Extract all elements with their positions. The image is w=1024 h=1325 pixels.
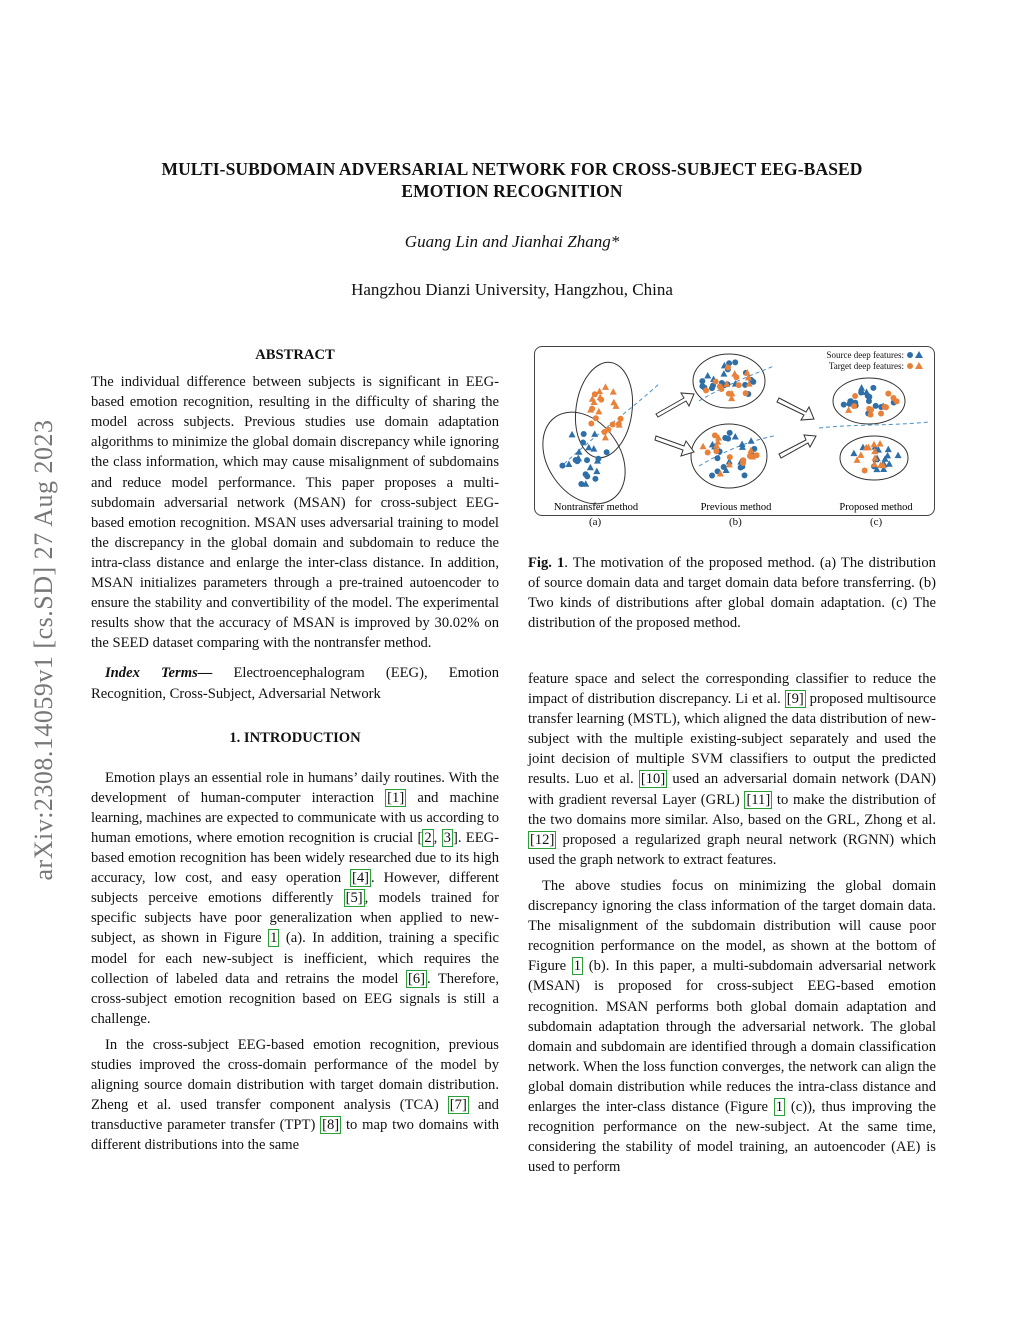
feature-triangle <box>610 399 617 406</box>
abstract-text: The individual difference between subjects is significant in EEG-based emotion recognition, resulting in the difficulty of sharing the model across subjects. Previous studies use domain adaptation algorithms to minimize the global domain discrepancy while ignoring the class information, which may cause misalignment of subdomains and reduce model performance. This paper proposes a multi-subdomain adversarial network (MSAN) for cross-subject EEG-based emotion recognition. MSAN uses adversarial training to model the discrepancy in the global domain and subdomain to reduce the intra-class distance and enlarge the inter-class distance. In addition, MSAN initializes parameters through a pre-trained autoencoder to ensure the stability and convertibility of the model. The experimental results show that the accuracy of MSAN is improved by 30.02% on the SEED dataset comparing with the nontransfer method. <box>91 374 499 652</box>
text-run: to make the distribution of the two domains more similar. Also, based on the GRL, Zhong et al. <box>528 791 937 828</box>
feature-circle <box>754 452 760 458</box>
feature-circle <box>592 476 598 482</box>
title-line-2: EMOTION RECOGNITION <box>401 181 623 201</box>
figure-link[interactable]: 1 <box>775 1098 784 1115</box>
feature-circle <box>851 403 857 409</box>
feature-circle <box>727 454 733 460</box>
feature-circle <box>885 391 891 397</box>
text-run: proposed a regularized graph neural network (RGNN) which used the graph network to extract features. <box>528 831 936 868</box>
citation-link[interactable]: [6] <box>407 970 425 987</box>
legend-target-circle-icon <box>907 363 913 369</box>
legend-source-circle-icon <box>907 352 913 358</box>
abstract-heading: ABSTRACT <box>255 347 335 363</box>
arxiv-sidebar <box>22 330 66 970</box>
label-nontransfer-method: Nontransfer method <box>553 502 639 513</box>
caption-label: Fig. 1 <box>528 555 565 571</box>
feature-scatter <box>559 359 901 487</box>
arrow-icon <box>777 398 814 420</box>
feature-circle <box>867 412 873 418</box>
feature-triangle <box>569 431 576 438</box>
feature-circle <box>725 365 731 371</box>
intro-paragraph-1 <box>91 768 499 1029</box>
feature-circle <box>584 457 590 463</box>
legend-target-triangle-icon <box>915 362 923 369</box>
feature-circle <box>733 374 739 380</box>
feature-circle <box>870 385 876 391</box>
text-run: proposed multisource transfer learning (MSTL), which aligned the data distribution of new-subject with the multiple existing-subject separately and used the joint decision of multiple SVM classifiers to output the predicted results. Luo et al. <box>528 691 936 788</box>
title-line-1: MULTI-SUBDOMAIN ADVERSARIAL NETWORK FOR CROSS-SUBJECT EEG-BASED <box>161 159 863 179</box>
feature-circle <box>742 472 748 478</box>
sublabel-c: (c) <box>870 516 883 528</box>
feature-triangle <box>895 452 902 459</box>
text-run: to map two domains with different distributions into the same <box>91 1117 499 1154</box>
sublabel-a: (a) <box>589 516 602 528</box>
feature-circle <box>878 411 884 417</box>
feature-triangle <box>591 430 598 437</box>
right-column <box>528 669 936 1177</box>
feature-circle <box>593 415 599 421</box>
feature-circle <box>604 449 610 455</box>
feature-circle <box>721 464 727 470</box>
decision-boundary <box>819 422 929 428</box>
feature-circle <box>559 463 565 469</box>
feature-circle <box>713 378 719 384</box>
paper-title <box>80 158 944 202</box>
feature-triangle <box>858 384 865 391</box>
feature-circle <box>883 404 889 410</box>
arrow-icon <box>779 435 816 458</box>
citation-link[interactable]: [5] <box>345 890 363 907</box>
feature-triangle <box>590 445 597 452</box>
target-cluster-ellipse <box>570 359 639 462</box>
feature-circle <box>873 403 879 409</box>
feature-circle <box>714 455 720 461</box>
feature-circle <box>618 416 624 422</box>
citation-link[interactable]: [10] <box>640 771 666 788</box>
feature-triangle <box>595 408 602 415</box>
feature-triangle <box>700 443 707 450</box>
text-run: , <box>433 829 442 846</box>
feature-triangle <box>885 446 892 453</box>
citation-link[interactable]: 3 <box>443 829 451 846</box>
feature-circle <box>703 387 709 393</box>
feature-triangle <box>845 406 852 413</box>
feature-triangle <box>575 448 582 455</box>
text-run: (c)), thus improving the recognition performance on the new-subject. At the same time, considering the stability of model training, an autoencoder (AE) is used to perform <box>528 1098 936 1176</box>
text-run: The above studies focus on minimizing the global domain discrepancy ignoring the class information of the target domain data. The misalignment of the subdomain distribution will cause poor recognition performance on the model, as shown at the bottom of Figure <box>528 877 936 975</box>
figure-1-caption <box>528 553 936 633</box>
feature-circle <box>743 390 749 396</box>
feature-triangle <box>857 451 864 458</box>
feature-circle <box>578 481 584 487</box>
index-terms-label: Index Terms— <box>105 665 213 682</box>
feature-circle <box>736 382 742 388</box>
text-run: , models trained for specific subjects have poor generalization when applied to new-subject, as shown in Figure <box>91 890 499 947</box>
feature-circle <box>595 456 601 462</box>
left-column <box>91 345 499 1155</box>
text-run: used an adversarial domain network (DAN) with gradient reversal Layer (GRL) <box>528 771 936 808</box>
text-run: . However, different subjects perceive emotions differently <box>91 870 499 907</box>
feature-circle <box>718 386 724 392</box>
feature-circle <box>732 359 738 365</box>
sublabel-b: (b) <box>729 516 742 528</box>
authors: Guang Lin and Jianhai Zhang* <box>404 232 620 251</box>
index-terms <box>91 663 499 703</box>
label-previous-method: Previous method <box>700 502 772 513</box>
feature-circle <box>725 436 731 442</box>
caption-text: . The motivation of the proposed method. (a) The distribution of source domain data and target domain data before transferring. (b) Two kinds of distributions after global domain adaptation. (c) The distribution of the proposed method. <box>528 555 936 632</box>
feature-circle <box>583 471 589 477</box>
citation-link[interactable]: [4] <box>352 870 370 887</box>
feature-circle <box>709 385 715 391</box>
feature-triangle <box>610 388 617 395</box>
feature-triangle <box>602 383 609 390</box>
text-run: feature space and select the corresponding classifier to reduce the impact of distribution discrepancy. Li et al. <box>528 671 936 708</box>
index-terms-text: Electroencephalogram (EEG), Emotion Recognition, Cross-Subject, Adversarial Network <box>91 665 499 702</box>
text-run: (a). In addition, training a specific model for each new-subject is inefficient, which requires the collection of labeled data and retrains the model <box>91 930 500 987</box>
figure-link[interactable]: 1 <box>573 958 582 975</box>
legend-target-label: Target deep features: <box>828 361 904 371</box>
feature-circle <box>866 406 872 412</box>
label-proposed-method: Proposed method <box>839 502 913 513</box>
feature-circle <box>862 468 868 474</box>
right-paragraph-1 <box>528 669 936 870</box>
text-run: and transductive parameter transfer (TPT) <box>91 1097 499 1134</box>
arrow-icon <box>655 436 694 456</box>
text-run: (b). In this paper, a multi-subdomain adversarial network (MSAN) is proposed for cross-subject EEG-based emotion recognition. MSAN performs both global domain adaptation and subdomain adaptation through the adversarial network. The global domain and subdomain are identified through a domain classification network. When the loss function converges, the network can align the global domain distribution while reduces the intra-class distance and enlarges the inter-class distance (Figure <box>528 958 936 1115</box>
feature-circle <box>589 406 595 412</box>
feature-circle <box>705 449 711 455</box>
feature-triangle <box>732 433 739 440</box>
feature-triangle <box>850 450 857 457</box>
arrow-icon <box>656 393 694 417</box>
feature-triangle <box>587 464 594 471</box>
feature-circle <box>727 430 733 436</box>
feature-triangle <box>871 441 878 448</box>
right-paragraph-2 <box>528 876 936 1177</box>
feature-circle <box>713 448 719 454</box>
affiliation: Hangzhou Dianzi University, Hangzhou, China <box>351 280 673 299</box>
feature-circle <box>581 431 587 437</box>
figure-1-diagram <box>534 346 934 516</box>
arxiv-identifier: arXiv:2308.14059v1 [cs.SD] 27 Aug 2023 <box>29 419 58 881</box>
text-run: Emotion plays an essential role in humans’ daily routines. With the development of human-computer interaction <box>91 769 499 806</box>
legend-source-label: Source deep features: <box>826 350 904 360</box>
feature-circle <box>592 391 598 397</box>
citation-link[interactable]: [1] <box>387 789 405 806</box>
feature-circle <box>866 398 872 404</box>
feature-triangle <box>884 452 891 459</box>
feature-triangle <box>877 440 884 447</box>
introduction-heading: 1. INTRODUCTION <box>229 729 361 746</box>
citation-link[interactable]: [7] <box>449 1097 467 1114</box>
citation-link[interactable]: [9] <box>786 691 804 708</box>
feature-circle <box>852 393 858 399</box>
legend-source-triangle-icon <box>915 351 923 358</box>
feature-triangle <box>748 437 755 444</box>
feature-circle <box>588 421 594 427</box>
citation-link[interactable]: [11] <box>746 791 771 808</box>
text-run: . Therefore, cross-subject emotion recognition based on EEG signals is still a challenge. <box>91 970 499 1027</box>
citation-link[interactable]: [8] <box>322 1117 340 1134</box>
intro-paragraph-2 <box>91 1035 499 1156</box>
citation-link[interactable]: [12] <box>530 831 555 848</box>
citation-link[interactable]: 2 <box>424 829 432 846</box>
figure-link[interactable]: 1 <box>270 930 278 947</box>
feature-circle <box>847 398 853 404</box>
feature-triangle <box>602 434 609 441</box>
text-run: and machine learning, machines are expected to communicate with us according to human emotions, where emotion recognition is crucial [ <box>91 789 499 846</box>
feature-circle <box>605 427 611 433</box>
text-run: ]. EEG-based emotion recognition has been widely researched due to its high accuracy, low cost, and easy operation <box>91 829 500 887</box>
feature-circle <box>841 402 847 408</box>
feature-circle <box>740 457 746 463</box>
source-cluster-ellipse <box>534 396 642 516</box>
feature-circle <box>580 440 586 446</box>
feature-circle <box>894 398 900 404</box>
feature-triangle <box>704 372 711 379</box>
feature-triangle <box>593 468 600 475</box>
text-run: In the cross-subject EEG-based emotion recognition, previous studies improved the cross-domain performance of the model by aligning source domain distribution with target domain distribution. Zheng et al. used transfer component analysis (TCA) <box>91 1036 499 1114</box>
feature-circle <box>709 472 715 478</box>
feature-circle <box>610 422 616 428</box>
